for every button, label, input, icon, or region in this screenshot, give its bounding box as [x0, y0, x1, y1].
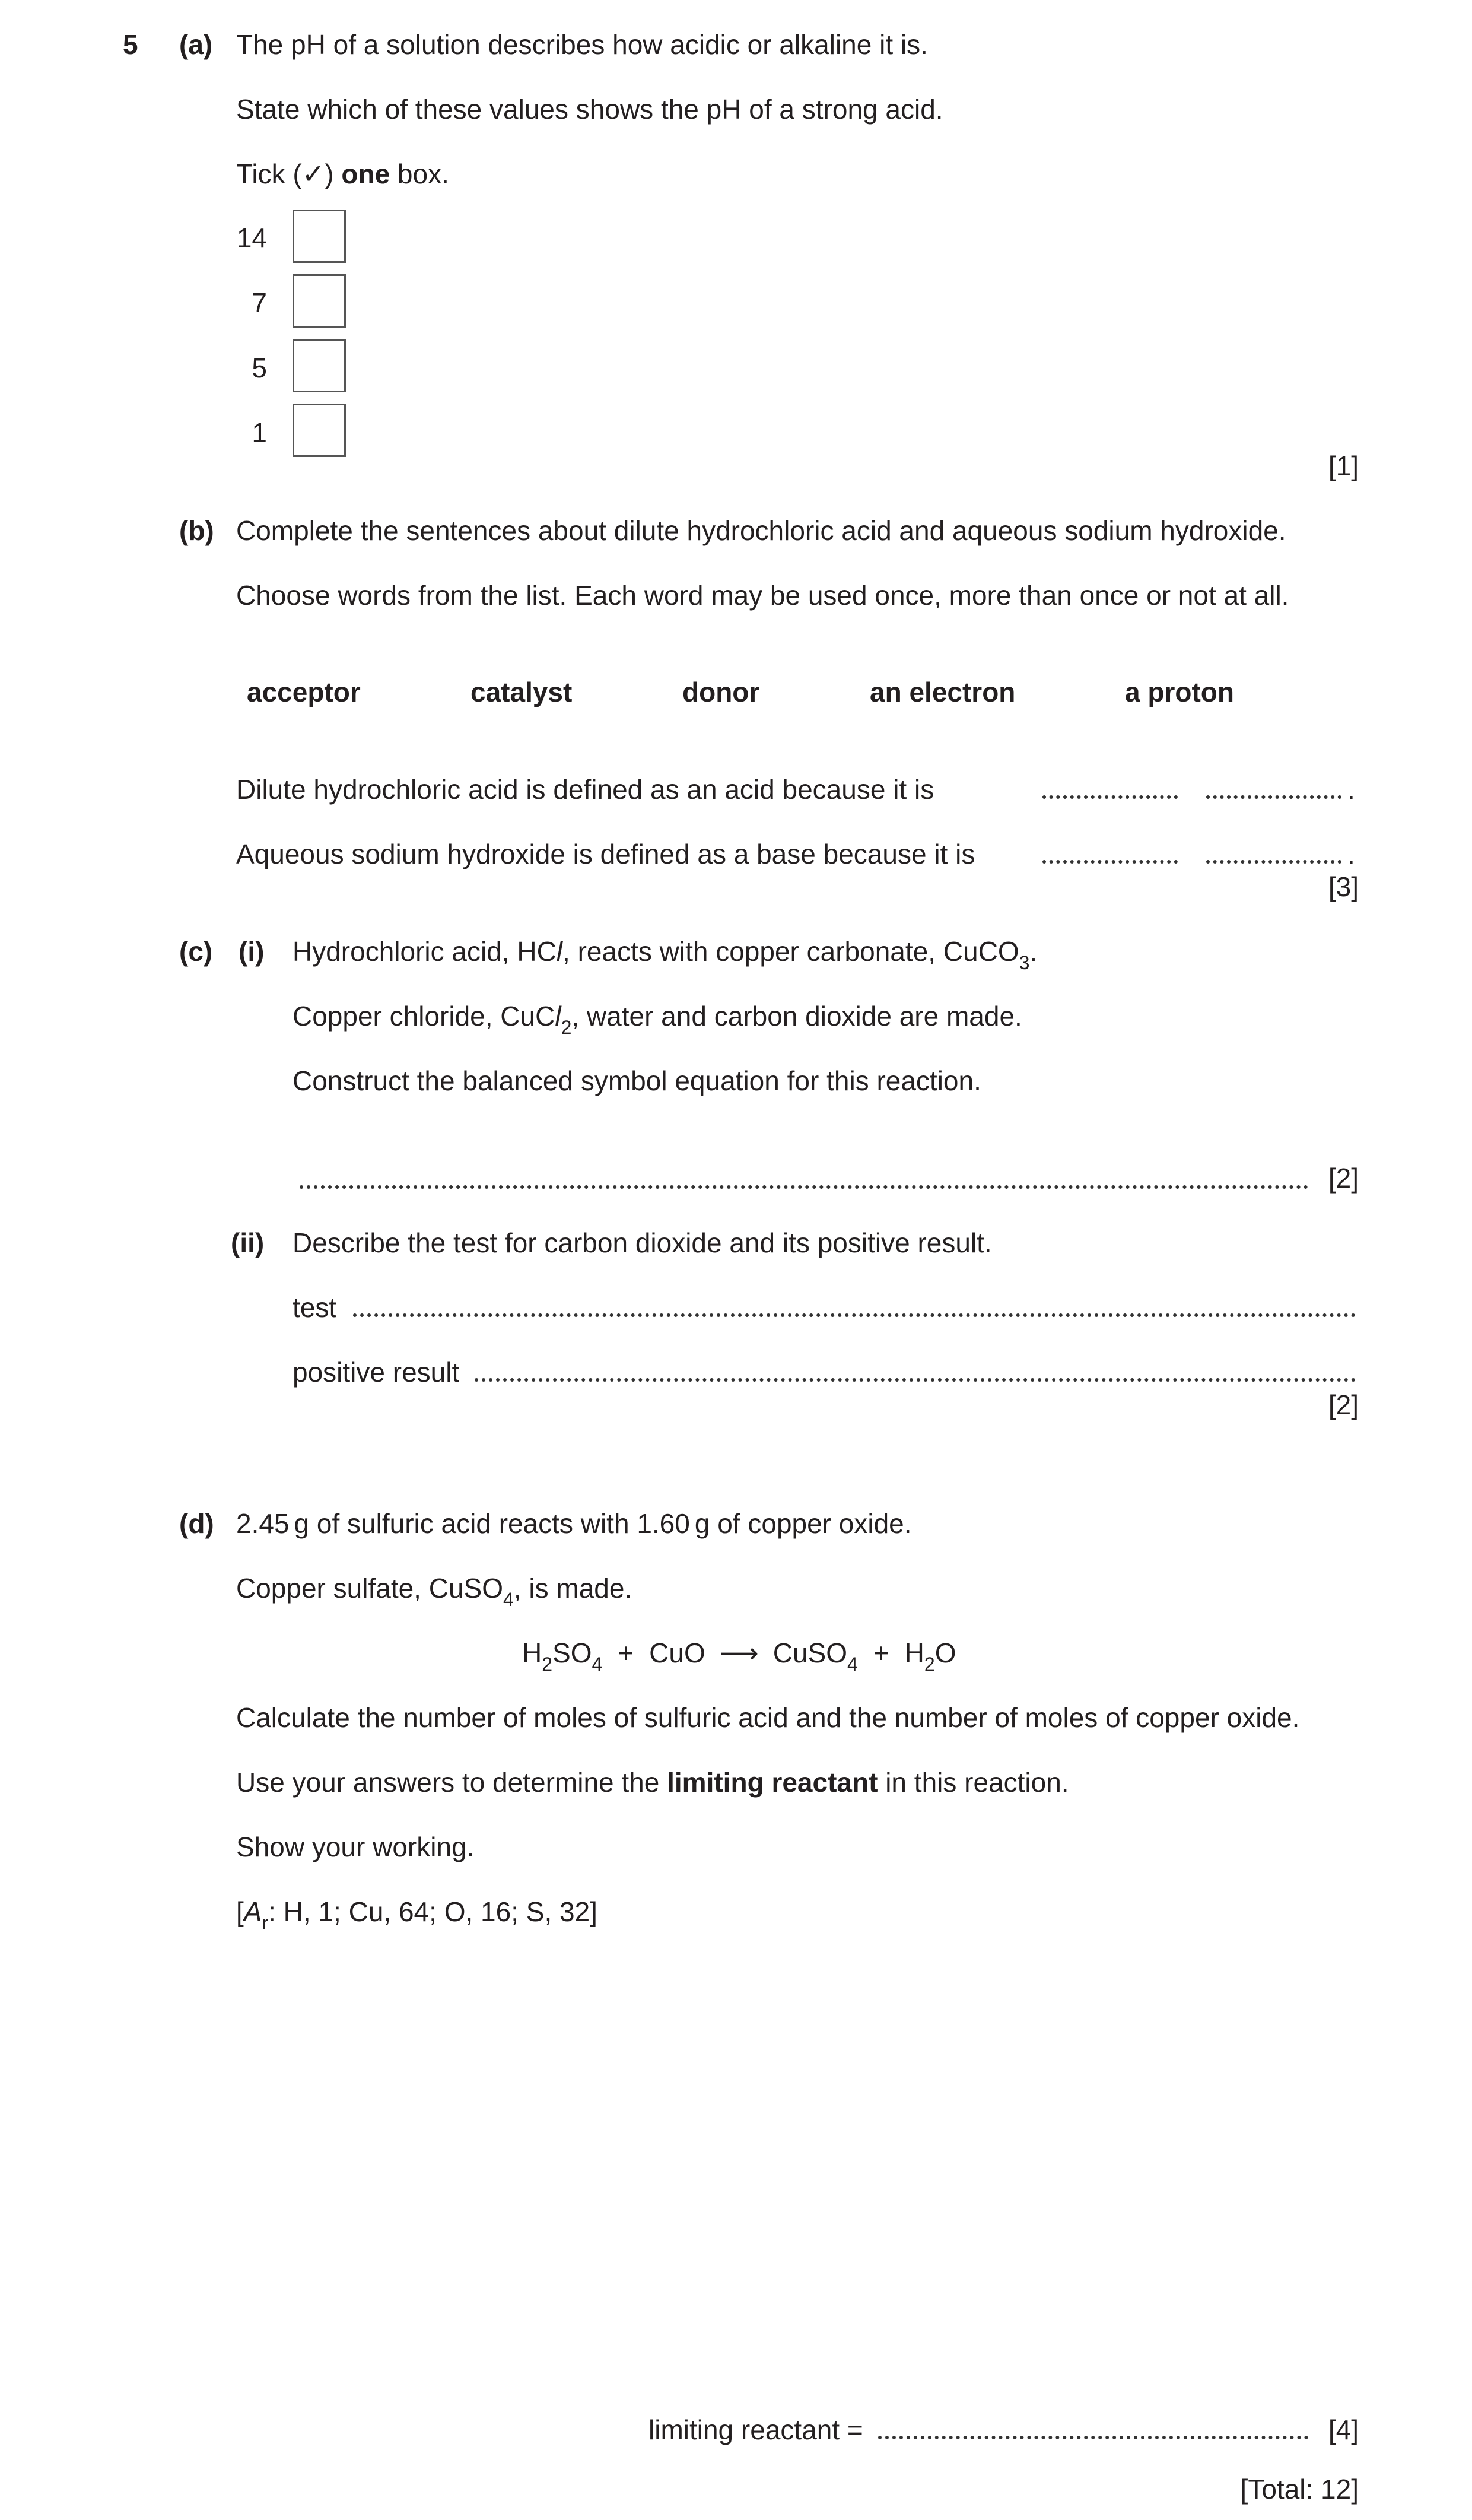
sentence1-blank2[interactable] — [1206, 795, 1341, 799]
relative-atomic-masses: [$A_r$: H, 1; Cu, 64; O, 16; S, 32] — [236, 1896, 597, 1934]
part-a-line1: The pH of a solution describes how acidic or alkaline it is. — [236, 29, 928, 60]
limiting-reactant-answer-line[interactable] — [878, 2436, 1308, 2439]
option-label-1: 1 — [252, 417, 267, 448]
test-answer-line[interactable] — [353, 1313, 1356, 1317]
part-c-label: (c) — [179, 936, 213, 967]
part-b-line2: Choose words from the list. Each word may be used once, more than once or not at all. — [236, 580, 1289, 611]
part-c-i-marks: [2] — [1328, 1163, 1359, 1194]
part-c-ii-label: (ii) — [231, 1227, 265, 1258]
option-label-5: 5 — [252, 353, 267, 383]
checkbox-option-5[interactable] — [293, 339, 346, 392]
option-label-7: 7 — [252, 287, 267, 318]
checkbox-option-14[interactable] — [293, 210, 346, 263]
part-c-i-line1: Hydrochloric acid, HCl, reacts with copper carbonate, CuCO$_3$. — [293, 936, 1038, 973]
test-label: test — [293, 1292, 337, 1323]
sentence1-period: . — [1347, 774, 1355, 805]
sentence2-blank2[interactable] — [1206, 860, 1341, 864]
part-c-ii-line1: Describe the test for carbon dioxide and its positive result. — [293, 1227, 992, 1258]
part-b-marks: [3] — [1328, 871, 1359, 902]
working-area[interactable] — [236, 1947, 1357, 2374]
part-c-ii-marks: [2] — [1328, 1389, 1359, 1420]
positive-result-answer-line[interactable] — [475, 1378, 1356, 1382]
part-b-sentence1: Dilute hydrochloric acid is defined as an acid because it is — [236, 774, 934, 805]
tick-mark-icon: ✓ — [301, 158, 325, 189]
positive-result-label: positive result — [293, 1357, 460, 1388]
word-a-proton: a proton — [1125, 677, 1234, 707]
part-c-i-label: (i) — [239, 936, 265, 967]
word-acceptor: acceptor — [247, 677, 361, 707]
part-d-line1: 2.45 g of sulfuric acid reacts with 1.60 g of copper oxide. — [236, 1508, 912, 1539]
part-b-label: (b) — [179, 515, 214, 546]
checkbox-option-1[interactable] — [293, 404, 346, 457]
sentence2-period: . — [1347, 839, 1355, 869]
total-marks: [Total: 12] — [1240, 2474, 1359, 2505]
part-c-i-line3: Construct the balanced symbol equation for this reaction. — [293, 1065, 981, 1096]
word-catalyst: catalyst — [470, 677, 573, 707]
part-a-line2: State which of these values shows the pH of a strong acid. — [236, 94, 943, 125]
sentence2-blank1[interactable] — [1042, 860, 1178, 864]
question-number: 5 — [123, 29, 138, 60]
limiting-reactant-label: limiting reactant = — [648, 2414, 863, 2445]
part-a-label: (a) — [179, 29, 213, 60]
word-an-electron: an electron — [870, 677, 1016, 707]
equation-answer-line[interactable] — [300, 1185, 1308, 1189]
part-a-instruction: Tick (✓) one box. — [236, 158, 449, 189]
part-b-line1: Complete the sentences about dilute hydrochloric acid and aqueous sodium hydroxide. — [236, 515, 1286, 546]
part-d-line5: Show your working. — [236, 1832, 475, 1862]
part-d-line4: Use your answers to determine the limiting reactant in this reaction. — [236, 1767, 1069, 1798]
checkbox-option-7[interactable] — [293, 274, 346, 328]
reaction-equation: $H_2SO_4$ + CuO ⟶ CuSO$_4$ + $H_2O$ — [522, 1637, 956, 1675]
reaction-arrow-icon: ⟶ — [719, 1637, 759, 1668]
option-label-14: 14 — [236, 223, 267, 253]
part-c-i-line2: Copper chloride, CuCl$_2$, water and carbon dioxide are made. — [293, 1001, 1022, 1038]
sentence1-blank1[interactable] — [1042, 795, 1178, 799]
part-d-marks: [4] — [1328, 2414, 1359, 2445]
part-a-marks: [1] — [1328, 450, 1359, 481]
part-d-line2: Copper sulfate, CuSO$_4$, is made. — [236, 1573, 632, 1610]
part-b-sentence2: Aqueous sodium hydroxide is defined as a base because it is — [236, 839, 975, 869]
part-d-label: (d) — [179, 1508, 214, 1539]
word-donor: donor — [682, 677, 760, 707]
part-d-line3: Calculate the number of moles of sulfuric acid and the number of moles of copper oxide. — [236, 1702, 1300, 1733]
